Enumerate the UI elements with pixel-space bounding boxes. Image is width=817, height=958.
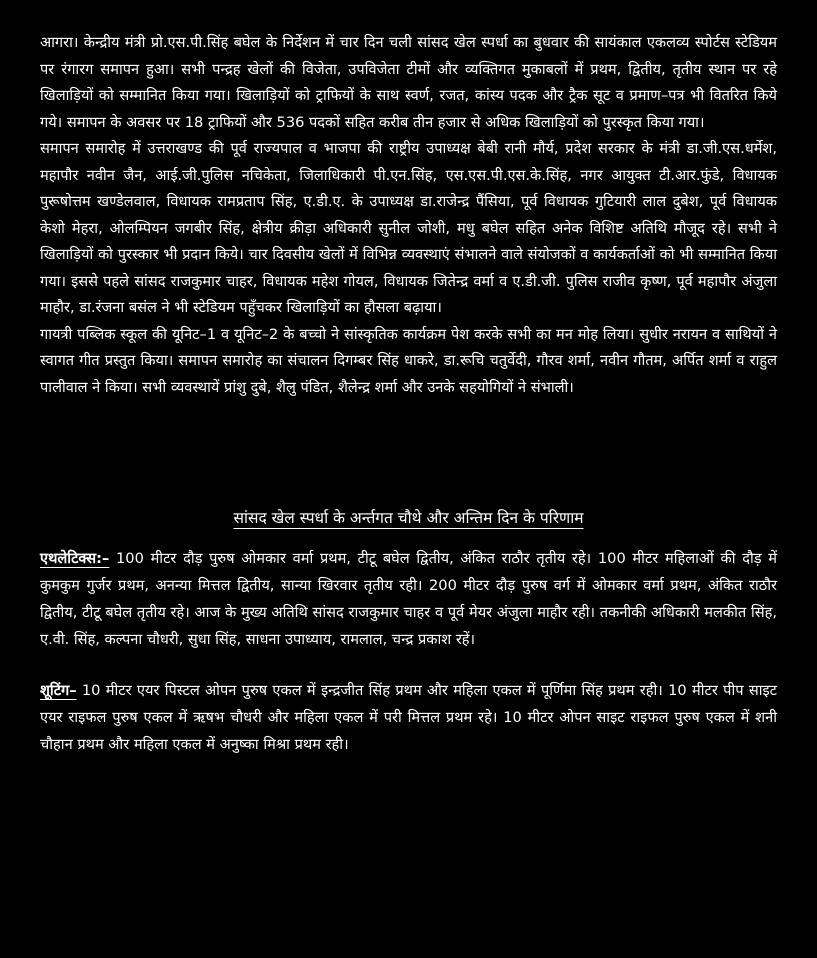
section-lead-shooting: शूटिंग– xyxy=(40,682,77,699)
results-heading xyxy=(40,505,777,531)
results-heading-text: सांसद खेल स्पर्धा के अर्न्तगत चौथे और अन्तिम दिन के परिणाम xyxy=(233,509,584,527)
results-body xyxy=(40,545,777,758)
results-section-athletics xyxy=(40,545,777,653)
article-body xyxy=(40,30,777,401)
results-section-shooting xyxy=(40,677,777,758)
section-text-shooting: 10 मीटर एयर पिस्टल ओपन पुरुष एकल में इन्द्रजीत सिंह प्रथम और महिला एकल में पूर्णिमा सिंह प्रथम रही। 10 मीटर पीप साइट एयर राइफल पुरुष एकल में ऋषभ चौधरी और महिला एकल में परी मित्तल प्रथम रहे। 10 मीटर ओपन साइट राइफल पुरुष एकल में शनी चौहान प्रथम और महिला एकल में अनुष्का मिश्रा प्रथम रही। xyxy=(40,682,777,753)
article-paragraph: समापन समारोह में उत्तराखण्ड की पूर्व राज्यपाल व भाजपा की राष्ट्रीय उपाध्यक्ष बेबी रानी मौर्य, प्रदेश सरकार के मंत्री डा.जी.एस.धर्मेश, महापौर नवीन जैन, आई.जी.पुलिस नचिकेता, जिलाधिकारी पी.एन.सिंह, एस.एस.पी.एस.के.सिंह, नगर आयुक्त टी.आर.फुंडे, विधायक पुरूषोत्तम खण्डेलवाल, विधायक रामप्रताप सिंह, ए.डी.ए. के उपाध्यक्ष डा.राजेन्द्र पैंसिया, पूर्व विधायक गुटियारी लाल दुबेश, पूर्व विधायक केशो मेहरा, ओलम्पियन जगबीर सिंह, क्षेत्रीय क्रीड़ा अधिकारी सुनील जोशी, मधु बघेल सहित अनेक विशिष्ट अतिथि मौजूद रहे। सभी ने खिलाड़ियों को पुरस्कार भी प्रदान किये। चार दिवसीय खेलों में विभिन्न व्यवस्थाएं संभालने वाले संयोजकों व कार्यकर्ताओं को भी सम्मानित किया गया। इससे पहले सांसद राजकुमार चाहर, विधायक महेश गोयल, विधायक जितेन्द्र वर्मा व ए.डी.जी. पुलिस राजीव कृष्ण, पूर्व महापौर अंजुला माहौर, डा.रंजना बसंल ने भी स्टेडियम पहुँचकर खिलाड़ियों का हौसला बढ़ाया। xyxy=(40,140,777,316)
section-text-athletics: 100 मीटर दौड़ पुरुष ओमकार वर्मा प्रथम, टीटू बघेल द्वितीय, अंकित राठौर तृतीय रहे। 100 मीटर महिलाओं की दौड़ में कुमकुम गुर्जर प्रथम, अनन्या मित्तल द्वितीय, सान्या खिरवार तृतीय रही। 200 मीटर दौड़ पुरुष वर्ग में ओमकार वर्मा प्रथम, अंकित राठौर द्वितीय, टीटू बघेल तृतीय रहे। आज के मुख्य अतिथि सांसद राजकुमार चाहर व पूर्व मेयर अंजुला माहौर रही। तकनीकी अधिकारी मलकीत सिंह, ए.वी. सिंह, कल्पना चौधरी, सुधा सिंह, साधना उपाध्याय, रामलाल, चन्द्र प्रकाश रहें। xyxy=(40,550,777,648)
article-paragraph: गायत्री पब्लिक स्कूल की यूनिट–1 व यूनिट–2 के बच्चो ने सांस्कृतिक कार्यक्रम पेश करके सभी का मन मोह लिया। सुधीर नरायन व साथियों ने स्वागत गीत प्रस्तुत किया। समापन समारोह का संचालन दिगम्बर सिंह धाकरे, डा.रूचि चतुर्वेदी, गौरव शर्मा, नवीन गौतम, अर्पित शर्मा व राहुल पालीवाल ने किया। सभी व्यवस्थायें प्रांशु दुबे, शैलु पंडित, शैलेन्द्र शर्मा और उनके सहयोगियों ने संभाली। xyxy=(40,325,777,396)
section-lead-athletics: एथलेटिक्स:– xyxy=(40,550,110,567)
article-paragraph: आगरा। केन्द्रीय मंत्री प्रो.एस.पी.सिंह बघेल के निर्देशन में चार दिन चली सांसद खेल स्पर्धा का बुधवार की सायंकाल एकलव्य स्पोर्टस स्टेडियम पर रंगारग समापन हुआ। सभी पन्द्रह खेलों की विजेता, उपविजेता टीमों और व्यक्तिगत मुकाबलों में प्रथम, द्वितीय, तृतीय स्थान पर रहे खिलाड़ियों को सम्मानित किया गया। खिलाड़ियों को ट्राफियों के साथ स्वर्ण, रजत, कांस्य पदक और ट्रैक सूट व प्रमाण–पत्र भी वितरित किये गये। समापन के अवसर पर 18 ट्राफियों और 536 पदकों सहित करीब तीन हजार से अधिक खिलाड़ियों को पुरस्कृत किया गया। xyxy=(40,34,777,131)
